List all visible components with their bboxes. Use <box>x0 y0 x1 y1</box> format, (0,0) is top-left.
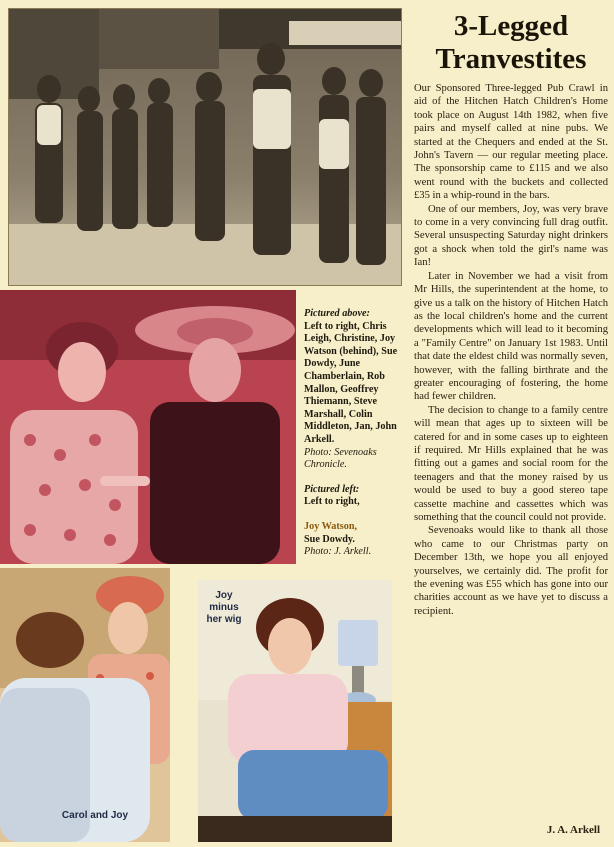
article-title <box>412 10 610 76</box>
caption-above-heading: Pictured above: <box>304 308 370 319</box>
photo-label-carol-and-joy: Carol and Joy <box>61 810 129 821</box>
caption-left-name-joy: Joy Watson, <box>304 520 358 532</box>
photo-label-line: her wig <box>206 614 242 625</box>
article-title-line: 3-Legged <box>453 10 569 42</box>
article-body <box>414 82 608 618</box>
caption-left-name-sue: Sue Dowdy. <box>304 533 355 545</box>
photo-captions <box>304 308 408 559</box>
caption-above-names: Left to right, Chris Leigh, Christine, Joy Watson (behind), Sue Dowdy, June Chamberlain, Rob Mallon, Geoffrey Thiemann, Steve Marshall, Colin Middleton, Jan, John Arkell. <box>304 320 398 445</box>
pub-crawl-group-photo <box>8 8 402 286</box>
article-paragraph: One of our members, Joy, was very brave to come in a very convincing full drag outfit. Several unsuspecting Saturday night drinkers got a shock when told the girl's name was Ian! <box>414 203 608 269</box>
caption-left-heading: Pictured left: <box>304 483 360 495</box>
photo-label-line: minus <box>209 602 239 613</box>
caption-above-credit: Photo: Sevenoaks Chronicle. <box>304 446 377 471</box>
article-paragraph: Sevenoaks would like to thank all those who came to our Christmas party on December 13th, we hope you all enjoyed yourselves, we certainly did. The profit for the evening was £55 which has gone into our charities account as we have yet to discuss a recipient. <box>414 525 608 617</box>
carol-and-joy-photo <box>0 568 170 842</box>
article-paragraph: Later in November we had a visit from Mr Hills, the superintendent at the home, to give us a talk on the history of Hitchen Hatch as the local children's home and the current developments which will lead to it becoming a "Family Centre" on January 1st 1983. Until that date the eldest child was normally seven, however, with the falling birthrate and the greater encouraging of fostering, the home had fewer children. <box>414 270 608 403</box>
photo-label-line: Joy <box>215 590 233 601</box>
caption-left-names: Left to right, <box>304 496 360 508</box>
joy-and-sue-costume-photo <box>0 290 296 564</box>
article-title-line: Tranvestites <box>435 43 587 75</box>
caption-left-credit: Photo: J. Arkell. <box>304 546 372 558</box>
photo-label-joy-minus-wig <box>204 590 244 626</box>
article-paragraph: The decision to change to a family centre will mean that ages up to sixteen will be catered for and in some cases up to eighteen if required. Mr Hills explained that he was fitting out a games and social room for the teenagers and that the money raised by us would be used to buy a good stereo tape cassette machine and cassettes which was something that the council could not provide. <box>414 404 608 523</box>
article-author: J. A. Arkell <box>546 824 600 836</box>
article-paragraph: Our Sponsored Three-legged Pub Crawl in aid of the Hitchen Hatch Children's Home took place on August 14th 1982, when five pairs and myself called at nine pubs. We started at the Chequers and ended at the St. John's Tavern — our regular meeting place. The sponsorship came to £115 and we also went round with the buckets and collected £35 in a whip-round in the bars. <box>414 83 608 202</box>
